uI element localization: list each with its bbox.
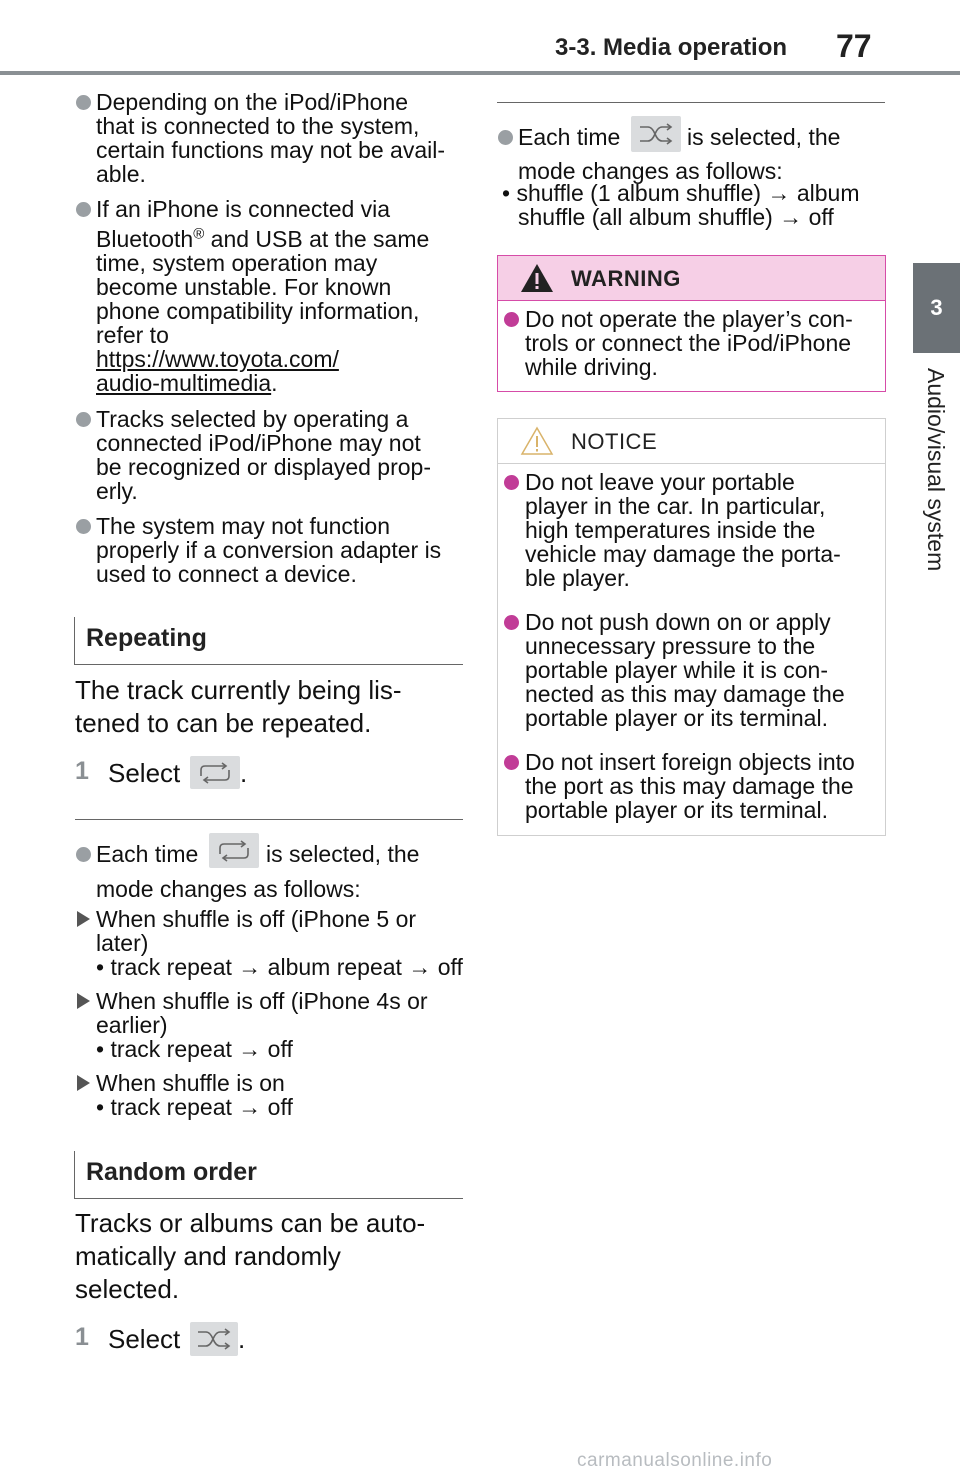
text-line: phone compatibility information, <box>96 298 420 324</box>
notice-box <box>497 418 886 836</box>
text-line: Each time <box>96 841 199 867</box>
divider <box>497 102 885 103</box>
text-line: When shuffle is off (iPhone 5 or <box>96 906 417 932</box>
text-line: Each time <box>518 124 621 150</box>
text-line: able. <box>96 161 146 187</box>
bullet-dot <box>76 519 91 534</box>
caution-triangle-icon <box>520 426 554 456</box>
text-line: later) <box>96 930 149 956</box>
bullet-dot <box>76 847 91 862</box>
notice-item: Do not insert foreign objects into the port as this may damage the portable player or its terminal. <box>525 749 855 823</box>
notice-bullet-dot <box>504 475 519 490</box>
shuffle-icon <box>636 122 676 146</box>
text-line: Bluetooth® and USB at the same <box>96 225 430 252</box>
notice-header <box>498 419 885 464</box>
warning-header <box>498 256 885 301</box>
arrow-right-icon: → <box>238 1036 262 1062</box>
text-line: properly if a conversion adapter is <box>96 537 442 563</box>
repeat-step <box>75 757 181 791</box>
notice-title: NOTICE <box>571 429 658 454</box>
section-bar <box>74 617 75 665</box>
notice-item: Do not push down on or apply unnecessary pressure to the portable player while it is con- nected as this may damage the portable player or its terminal. <box>525 609 845 731</box>
header-rule <box>0 71 960 75</box>
text-line: refer to <box>96 322 169 348</box>
divider <box>75 819 463 820</box>
triangle-bullet-icon <box>77 1075 90 1091</box>
chapter-tab[interactable] <box>913 263 960 353</box>
toyota-link[interactable]: https://www.toyota.com/ <box>96 346 339 372</box>
arrow-right-icon: → <box>238 954 262 980</box>
step-number: 1 <box>75 757 89 785</box>
text-line: mode changes as follows: <box>96 876 361 902</box>
chapter-number: 3 <box>930 295 943 320</box>
text-line: time, system operation may <box>96 250 378 276</box>
sequence-line: • track repeat → off <box>96 1094 293 1120</box>
warning-title: WARNING <box>571 266 681 291</box>
section-title: 3-3. Media operation <box>555 34 788 61</box>
warning-item: Do not operate the player’s con- trols or connect the iPod/iPhone while driving. <box>525 306 853 380</box>
bullet-dot <box>76 202 91 217</box>
sequence-line: • track repeat → album repeat → off <box>96 954 463 980</box>
repeat-button-inline[interactable] <box>209 833 259 868</box>
shuffle-icon <box>194 1327 234 1351</box>
bullet-dot <box>76 412 91 427</box>
section-heading-repeating: Repeating <box>86 624 207 652</box>
arrow-right-icon: → <box>238 1094 262 1120</box>
notice-bullet-dot <box>504 755 519 770</box>
text-line: When shuffle is on <box>96 1070 285 1096</box>
text-line: is selected, the <box>266 841 420 867</box>
section-heading-random: Random order <box>86 1158 257 1186</box>
repeat-icon <box>195 761 235 785</box>
repeating-intro: The track currently being lis- tened to can be repeated. <box>75 675 402 738</box>
text-line: Tracks selected by operating a <box>96 406 409 432</box>
chapter-label: Audio/visual system <box>923 368 949 572</box>
audio-multimedia-link[interactable]: audio-multimedia <box>96 370 272 396</box>
text-line: used to connect a device. <box>96 561 357 587</box>
bullet-dot <box>76 95 91 110</box>
text-line: become unstable. For known <box>96 274 392 300</box>
text-line: be recognized or displayed prop- <box>96 454 431 480</box>
watermark: carmanualsonline.info <box>577 1450 773 1471</box>
text-line: mode changes as follows: <box>518 158 783 184</box>
text-line: The system may not function <box>96 513 391 539</box>
random-intro: Tracks or albums can be auto- matically and randomly selected. <box>75 1208 426 1304</box>
text-line: Depending on the iPod/iPhone <box>96 89 409 115</box>
page-number: 77 <box>836 28 872 64</box>
shuffle-button[interactable] <box>190 1322 238 1356</box>
section-rule <box>74 1198 463 1199</box>
text-line: erly. <box>96 478 138 504</box>
warning-bullet-dot <box>504 312 519 327</box>
text-line: If an iPhone is connected via <box>96 196 391 222</box>
step-number: 1 <box>75 1323 89 1351</box>
random-step <box>75 1323 181 1357</box>
text-line: that is connected to the system, <box>96 113 420 139</box>
text-line: certain functions may not be avail- <box>96 137 446 163</box>
warning-box <box>497 255 886 392</box>
step-text: Select <box>108 1324 181 1354</box>
text-line: When shuffle is off (iPhone 4s or <box>96 988 428 1014</box>
bullet-dot <box>498 130 513 145</box>
step-punct: . <box>238 1324 246 1354</box>
text-punct: . <box>271 370 278 396</box>
step-text: Select <box>108 758 181 788</box>
text-line: is selected, the <box>687 124 841 150</box>
repeat-button[interactable] <box>190 756 240 789</box>
triangle-bullet-icon <box>77 911 90 927</box>
sequence-line: • track repeat → off <box>96 1036 293 1062</box>
arrow-right-icon: → <box>767 180 791 206</box>
text-line: earlier) <box>96 1012 168 1038</box>
shuffle-sequence: • shuffle (1 album shuffle) → album shuffle (all album shuffle) → off <box>502 180 860 230</box>
shuffle-button-inline[interactable] <box>631 116 681 152</box>
section-rule <box>74 664 463 665</box>
triangle-bullet-icon <box>77 993 90 1009</box>
warning-triangle-icon <box>520 263 554 293</box>
section-bar <box>74 1151 75 1199</box>
text-line: connected iPod/iPhone may not <box>96 430 421 456</box>
step-punct: . <box>240 758 248 788</box>
repeat-icon <box>214 839 254 863</box>
arrow-right-icon: → <box>779 204 803 230</box>
notice-item: Do not leave your portable player in the car. In particular, high temperatures inside the vehicle may damage the porta- ble player. <box>525 469 841 591</box>
arrow-right-icon: → <box>408 954 432 980</box>
notice-bullet-dot <box>504 615 519 630</box>
